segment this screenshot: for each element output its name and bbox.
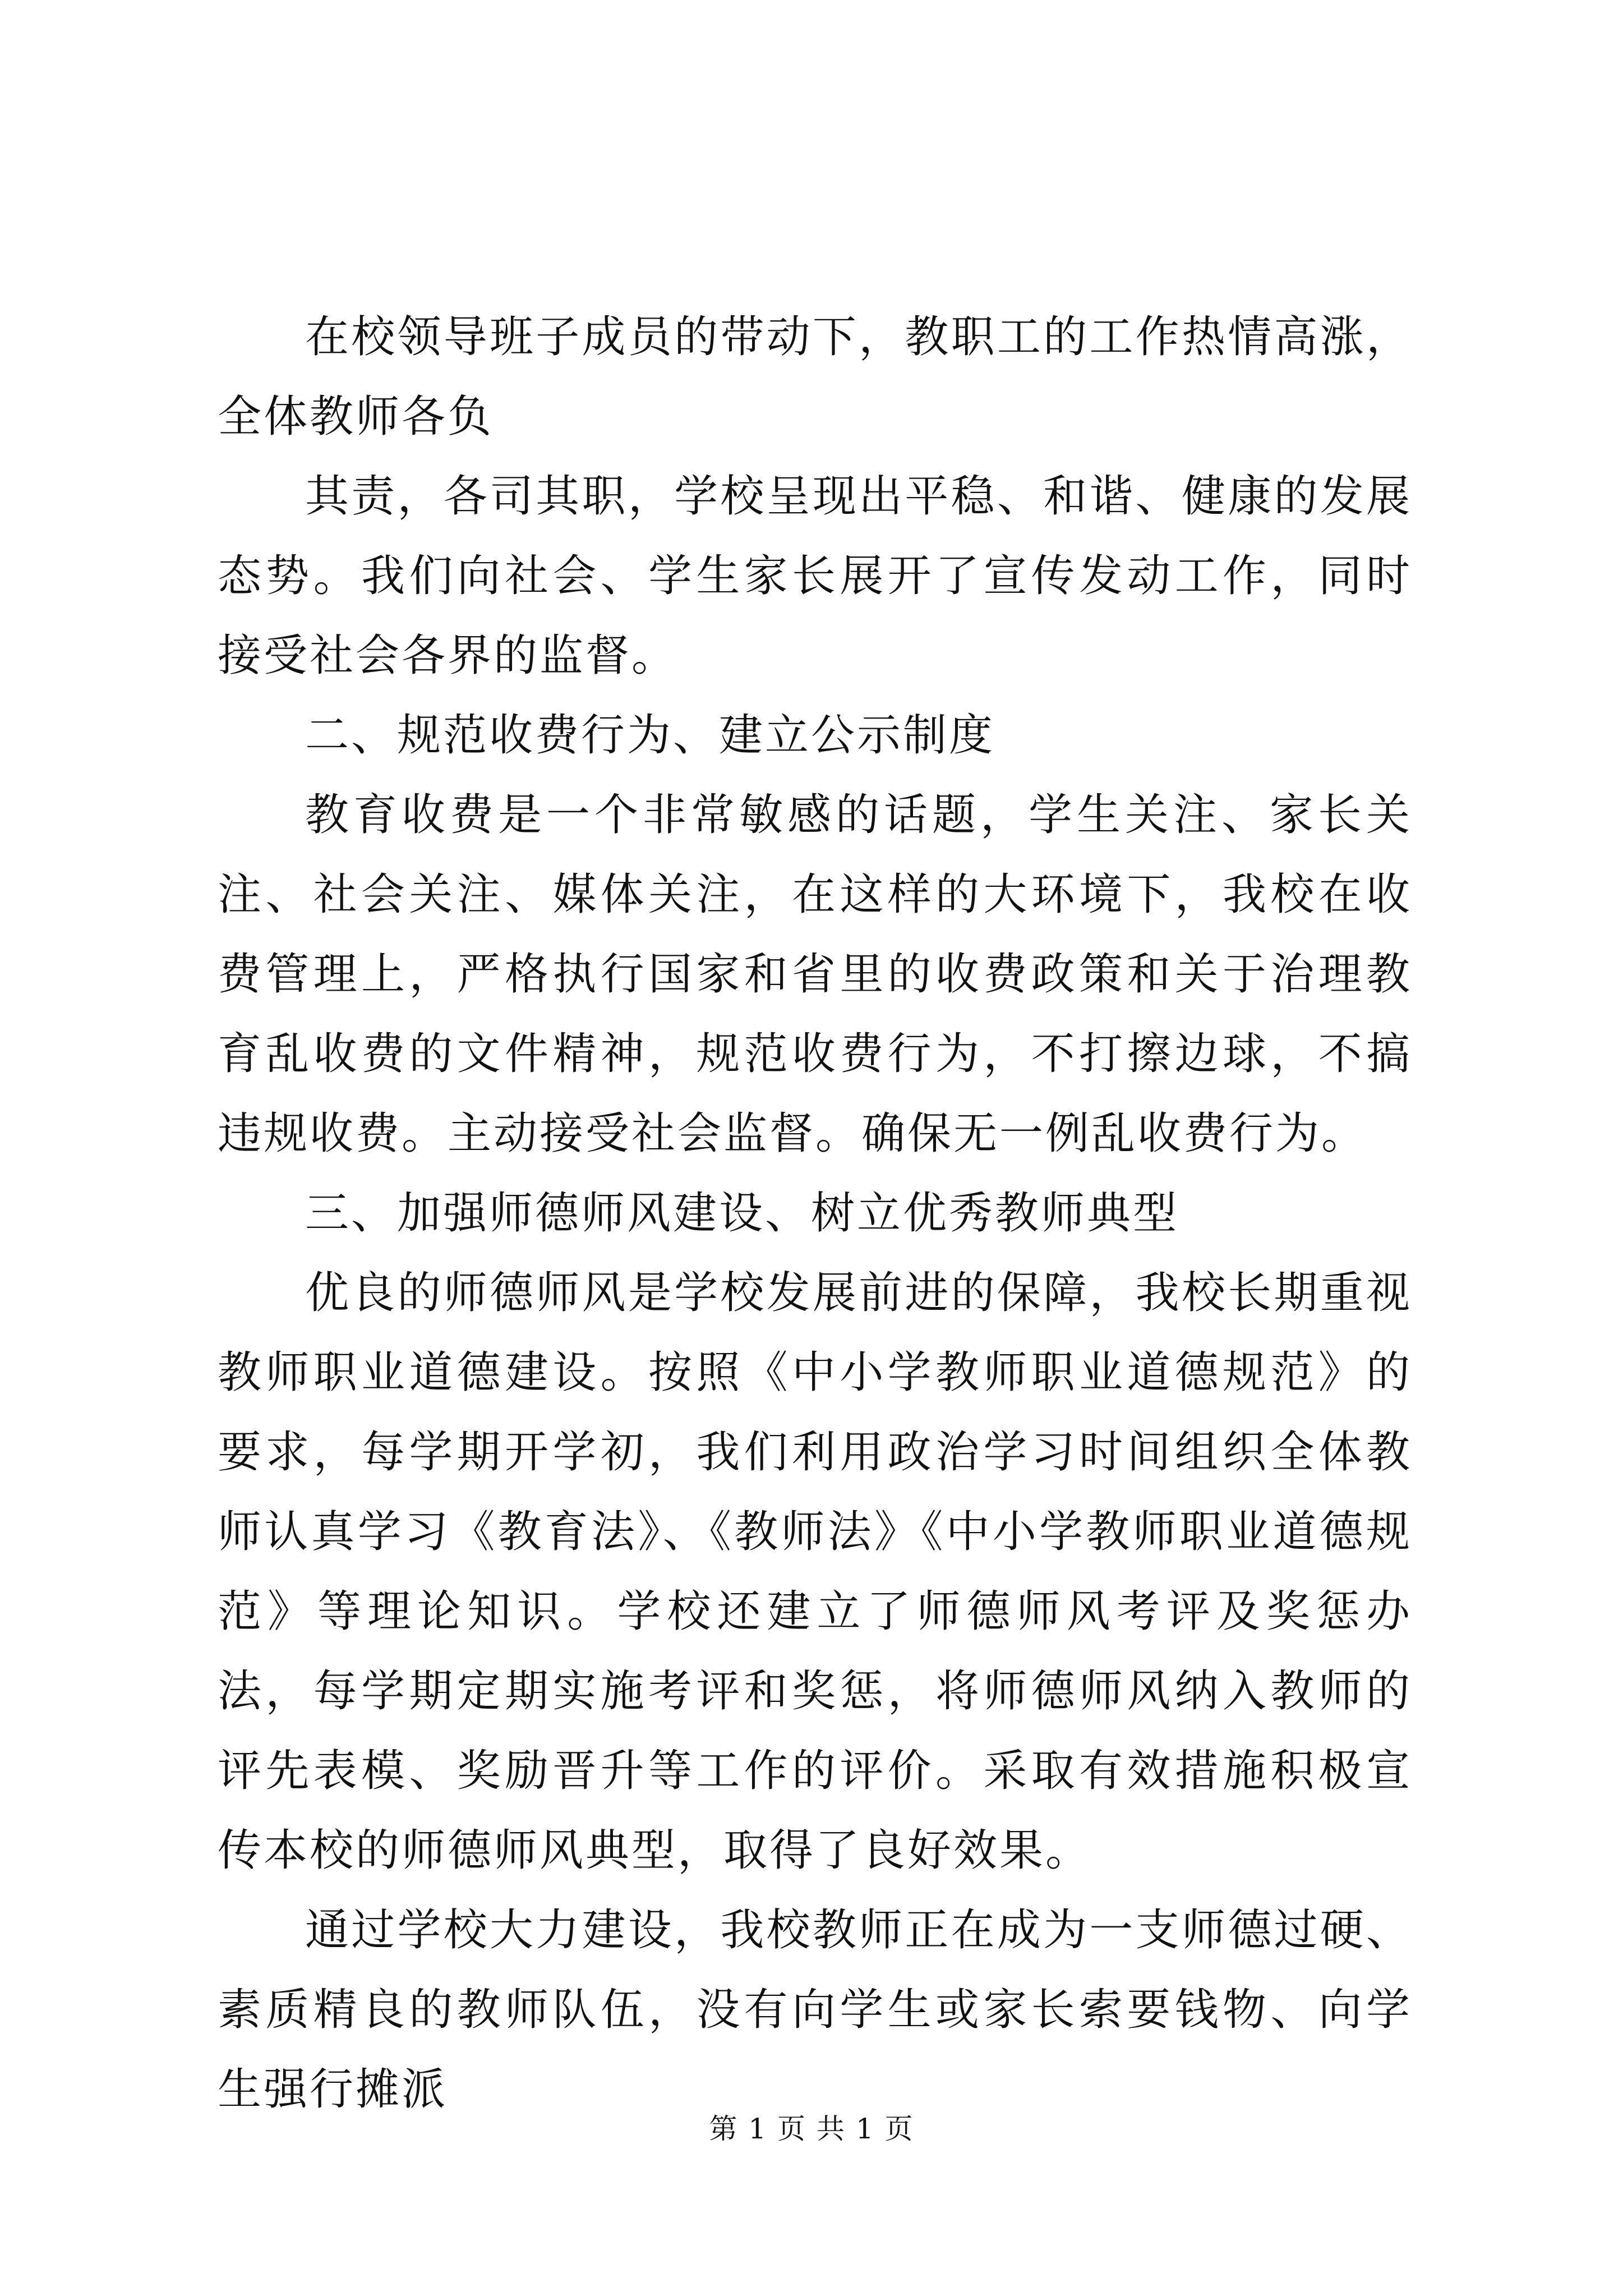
section-heading: 二、规范收费行为、建立公示制度: [305, 710, 995, 761]
section-heading: 三、加强师德师风建设、树立优秀教师典型: [305, 1188, 1179, 1239]
paragraph: 其责，各司其职，学校呈现出平稳、和谐、健康的发展态势。我们向社会、学生家长展开了宣传发动工作，同时接受社会各界的监督。: [218, 471, 1412, 681]
paragraph: 在校领导班子成员的带动下，教职工的工作热情高涨，全体教师各负: [218, 312, 1412, 442]
paragraph: 通过学校大力建设，我校教师正在成为一支师德过硬、素质精良的教师队伍，没有向学生或家长索要钱物、向学生强行摊派: [218, 1905, 1412, 2115]
paragraph: 教育收费是一个非常敏感的话题，学生关注、家长关注、社会关注、媒体关注，在这样的大环境下，我校在收费管理上，严格执行国家和省里的收费政策和关于治理教育乱收费的文件精神，规范收费行为，不打擦边球，不搞违规收费。主动接受社会监督。确保无一例乱收费行为。: [218, 790, 1412, 1159]
page-footer: 第 1 页 共 1 页: [709, 2113, 914, 2145]
paragraph: 优良的师德师风是学校发展前进的保障，我校长期重视教师职业道德建设。按照《中小学教师职业道德规范》的要求，每学期开学初，我们利用政治学习时间组织全体教师认真学习《教育法》、《教师法》《中小学教师职业道德规范》等理论知识。学校还建立了师德师风考评及奖惩办法，每学期定期实施考评和奖惩，将师德师风纳入教师的评先表模、奖励晋升等工作的评价。采取有效措施积极宣传本校的师德师风典型，取得了良好效果。: [218, 1268, 1412, 1876]
document-body: [218, 297, 1412, 2129]
